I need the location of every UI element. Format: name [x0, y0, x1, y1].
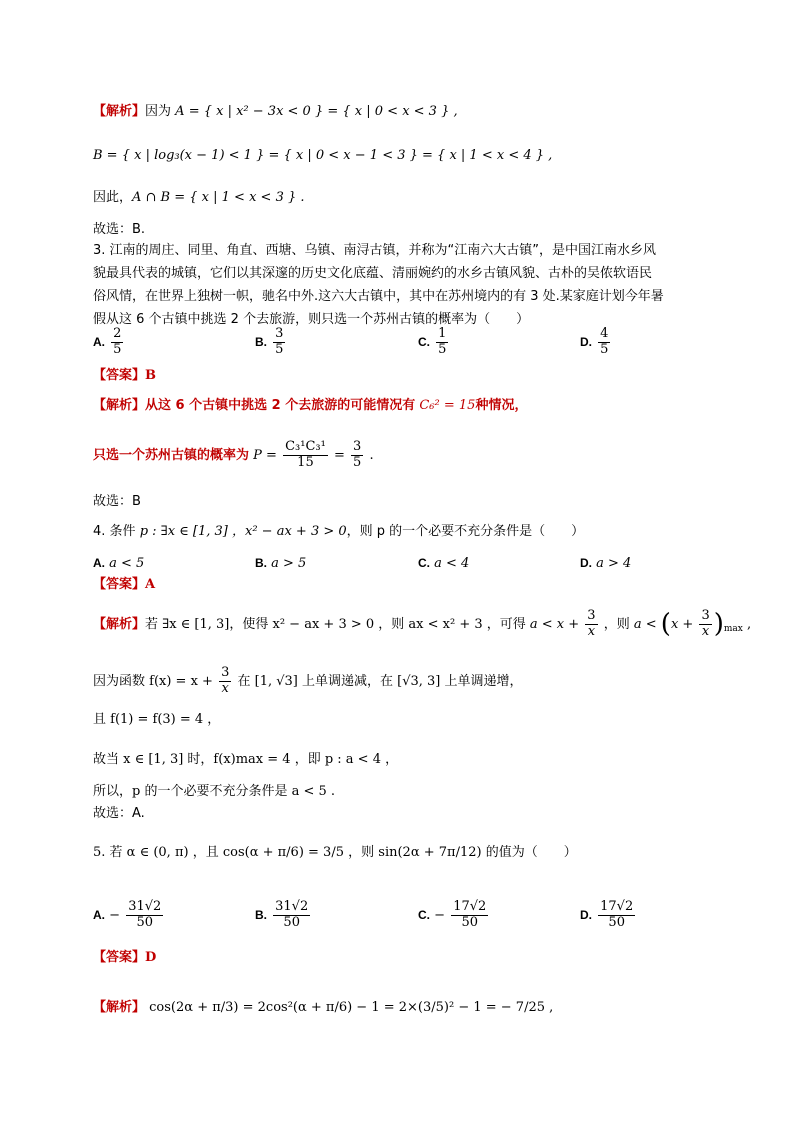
choice-sign: − — [434, 907, 446, 923]
q4-analysis-line2 — [93, 666, 523, 697]
q2-choose: 故选：B. — [93, 222, 146, 237]
q4-analysis-2a: 因为函数 f(x) = x + — [93, 673, 213, 689]
q4-stem — [93, 524, 584, 540]
q3-choose: 故选：B — [93, 494, 141, 509]
q4-answer-line — [93, 577, 155, 593]
q4-analysis-1a: 若 ∃x ∈ [1, 3]，使得 x² − ax + 3 > 0 ，则 ax < x² + 3 ，可得 — [145, 616, 526, 632]
q5-choice-d[interactable] — [580, 900, 637, 931]
q4-choice-d[interactable] — [580, 556, 631, 571]
equals-sign: = — [333, 447, 345, 463]
q3-stem-line2: 貌最具代表的城镇，它们以其深邃的历史文化底蕴、清丽婉约的水乡古镇风貌、古朴的吴侬软语民 — [93, 266, 653, 281]
q5-choice-b[interactable] — [255, 900, 312, 931]
q4-analysis-1b: a < x + — [529, 616, 580, 632]
choice-fraction: $\frac{31√2}{50}$ — [128, 899, 162, 930]
q2-analysis-prefix: 因为 — [145, 104, 172, 119]
q2-set-B: B = { x | log₃(x − 1) < 1 } = { x | 0 < x − 1 < 3 } = { x | 1 < x < 4 } , — [93, 148, 553, 163]
q5-choice-a[interactable] — [93, 900, 165, 931]
choice-label: A. — [93, 556, 105, 570]
q3-choice-c[interactable] — [418, 327, 450, 358]
q4-choice-c[interactable] — [418, 556, 469, 571]
choice-fraction: $\frac{4}{5}$ — [600, 326, 609, 357]
q2-analysis-line1 — [93, 104, 458, 120]
q3-stem-line3: 俗风情，在世界上独树一帜，驰名中外.这六大古镇中，其中在苏州境内的有 3 处.某家庭计划今年暑 — [93, 289, 664, 304]
choice-text: a > 4 — [596, 556, 632, 571]
q2-analysis-line2 — [93, 148, 552, 164]
q3-analysis-suffix: 种情况， — [475, 398, 528, 413]
q5-stem-b: cos(α + π/6) = 3/5 — [222, 845, 344, 860]
q5-stem — [93, 845, 577, 861]
answer-tag: 【答案】 — [93, 577, 146, 592]
q2-analysis-line3 — [93, 190, 305, 206]
q4-analysis-1d: a < — [633, 616, 657, 632]
choice-label: B. — [255, 907, 267, 922]
q5-stem-c: ，则 — [348, 845, 375, 860]
choice-label: B. — [255, 556, 267, 570]
answer-tag: 【答案】 — [93, 368, 146, 383]
q4-analysis-2b: 在 [1, √3] 上单调递减，在 [√3, 3] 上单调递增， — [237, 673, 523, 689]
q4-choice-b[interactable] — [255, 556, 306, 571]
q5-answer: D — [145, 950, 157, 965]
choice-fraction: $\frac{31√2}{50}$ — [275, 899, 309, 930]
choice-label: B. — [255, 334, 267, 349]
q3-prob-P: P = — [253, 447, 277, 463]
q3-answer: B — [145, 368, 157, 383]
choice-text: a > 5 — [271, 556, 307, 571]
q4-stem-suffix: ，则 p 的一个必要不充分条件是（ ） — [346, 524, 585, 539]
q2-intersection: A ∩ B = { x | 1 < x < 3 } . — [132, 190, 305, 205]
q3-prob-result: $\frac{3}{5}$ — [353, 439, 362, 470]
analysis-tag: 【解析】 — [93, 1000, 146, 1015]
q5-analysis-line1 — [93, 1000, 553, 1016]
q4-frac-3-x-2: $\frac{3}{x}$ — [221, 665, 230, 696]
q5-choice-c[interactable] — [418, 900, 490, 931]
q3-prob-fraction: $\frac{\text{C₃¹C₃¹}}{15}$ — [285, 439, 326, 470]
answer-tag: 【答案】 — [93, 950, 146, 965]
q3-analysis-line1 — [93, 398, 527, 414]
q4-choose: 故选：A. — [93, 806, 145, 821]
q4-analysis-line3: 且 f(1) = f(3) = 4 ， — [93, 712, 221, 727]
choice-label: A. — [93, 907, 105, 922]
q4-analysis-line4: 故当 x ∈ [1, 3] 时，f(x)max = 4 ，即 p : a < 4 ， — [93, 752, 399, 767]
q5-stem-a: 5. 若 α ∈ (0, π) ，且 — [93, 845, 219, 860]
q3-combination: C₆² = 15 — [419, 398, 476, 413]
choice-fraction: $\frac{17√2}{50}$ — [600, 899, 634, 930]
choice-fraction: $\frac{2}{5}$ — [113, 326, 122, 357]
choice-fraction: $\frac{1}{5}$ — [438, 326, 447, 357]
q3-choice-b[interactable] — [255, 327, 287, 358]
q4-analysis-line1: 【解析】若 ∃x ∈ [1, 3]，使得 x² − ax + 3 > 0 ，则 ax < x² + 3 ，可得 a < x + $\frac{3}{x}$ ，则 a < (x + $\frac{3}{x}$ )$_{max}$ , — [93, 607, 752, 639]
q3-analysis-line2: 只选一个苏州古镇的概率为 P = $\frac{\text{C₃¹C₃¹}}{15}$ = $\frac{3}{5}$ . — [93, 439, 374, 470]
q3-stem-line4: 假从这 6 个古镇中挑选 2 个去旅游，则只选一个苏州古镇的概率为（ ） — [93, 312, 530, 327]
q2-therefore: 因此， — [93, 190, 133, 205]
q4-choice-a[interactable] — [93, 556, 144, 571]
q2-set-A: A = { x | x² − 3x < 0 } = { x | 0 < x < 3 } , — [175, 104, 458, 119]
choice-label: A. — [93, 334, 105, 349]
q5-answer-line — [93, 950, 156, 966]
choice-text: a < 5 — [109, 556, 145, 571]
choice-sign: − — [109, 907, 121, 923]
q5-analysis-math: cos(2α + π/3) = 2cos²(α + π/6) − 1 = 2×(3/5)² − 1 = − 7/25 , — [149, 1000, 554, 1015]
analysis-tag: 【解析】 — [93, 616, 146, 632]
q3-analysis-text2: 只选一个苏州古镇的概率为 — [93, 447, 250, 463]
q4-stem-prefix: 4. 条件 — [93, 524, 136, 539]
choice-label: C. — [418, 334, 430, 349]
q3-stem-line1: 3. 江南的周庄、同里、角直、西塘、乌镇、南浔古镇，并称为“江南六大古镇”，是中国江南水乡风 — [93, 243, 657, 258]
q4-answer: A — [145, 577, 156, 592]
q3-choice-d[interactable] — [580, 327, 612, 358]
analysis-tag: 【解析】 — [93, 104, 146, 119]
choice-text: a < 4 — [434, 556, 470, 571]
q3-answer-line — [93, 368, 156, 384]
choice-label: C. — [418, 907, 430, 922]
q3-analysis-text1: 从这 6 个古镇中挑选 2 个去旅游的可能情况有 — [145, 398, 416, 413]
choice-label: D. — [580, 556, 592, 570]
q5-stem-e: 的值为（ ） — [485, 845, 577, 860]
q4-stem-math: p : ∃x ∈ [1, 3] ，x² − ax + 3 > 0 — [139, 524, 347, 539]
choice-fraction: $\frac{3}{5}$ — [275, 326, 284, 357]
q4-analysis-line5: 所以，p 的一个必要不充分条件是 a < 5 . — [93, 784, 336, 799]
analysis-tag: 【解析】 — [93, 398, 146, 413]
choice-fraction: $\frac{17√2}{50}$ — [453, 899, 487, 930]
choice-label: D. — [580, 907, 592, 922]
choice-label: C. — [418, 556, 430, 570]
choice-label: D. — [580, 334, 592, 349]
q3-choice-a[interactable] — [93, 327, 125, 358]
q4-analysis-1c: ，则 — [603, 616, 630, 632]
q4-frac-3-x: $\frac{3}{x}$ — [587, 607, 596, 639]
q5-stem-d: sin(2α + 7π/12) — [378, 845, 482, 860]
